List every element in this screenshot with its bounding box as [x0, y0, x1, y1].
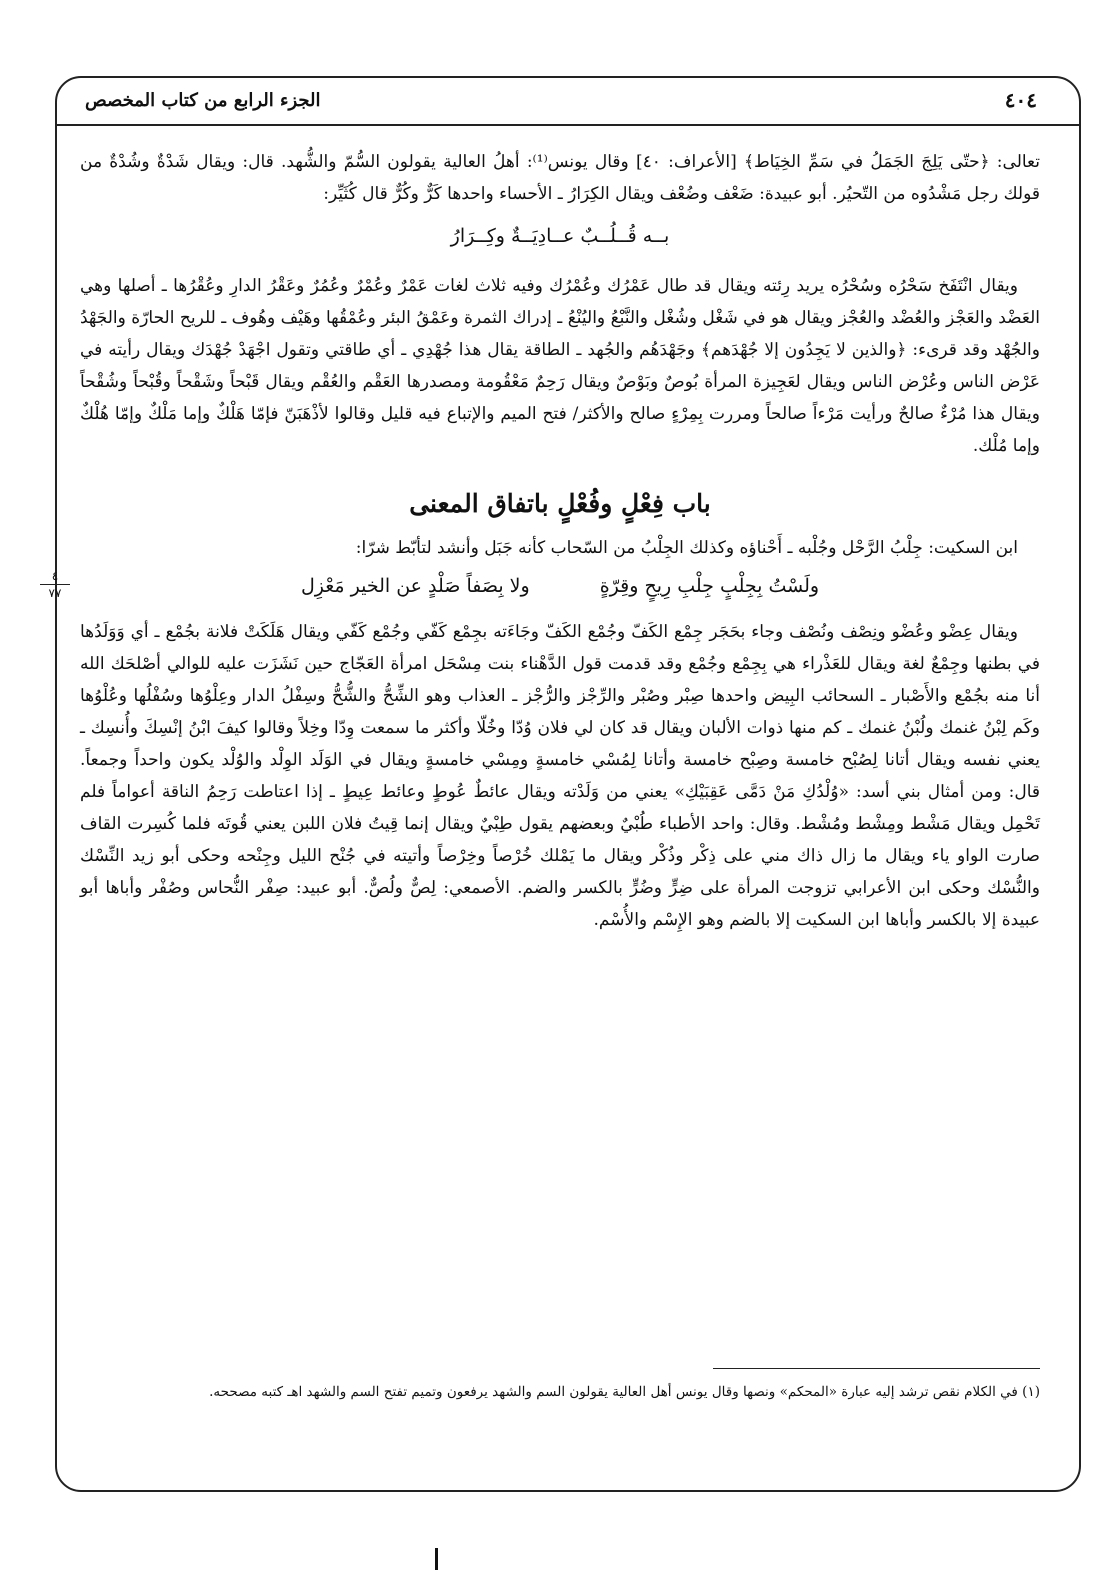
verse-2-first-hemistich: ولَسْتُ بِجِلْبٍ جِلْبِ رِيحٍ وقِرّةٍ: [599, 575, 820, 597]
bottom-scan-mark: [425, 1548, 438, 1570]
paragraph-3: ابن السكيت: جِلْبُ الرَّحْل وجُلْبه ـ أَحْناؤه وكذلك الجِلْبُ من السّحاب كأنه جَبَل وأنشد لتأبّط شرّا:: [355, 538, 1018, 558]
footnote-1: (١) في الكلام نقص ترشد إليه عبارة «المحكم» ونصها وقال يونس أهل العالية يقولون السم والشهد يرفعون وتميم تفتح السم والشهد اهـ كتبه مصححه.: [209, 1384, 1040, 1400]
main-text: [80, 146, 1040, 936]
margin-folio-divider: [40, 584, 70, 585]
footnote-rule: [713, 1368, 1040, 1369]
verse-2: [80, 570, 1040, 602]
verse-2-second-hemistich: ولا بِصَفاً صَلْدٍ عن الخير مَعْزِل: [300, 575, 530, 597]
paragraph-1: تعالى: ﴿حتّى يَلِجَ الجَمَلُ في سَمِّ الخِيَاط﴾ [الأعراف: ٤٠] وقال يونس⁽¹⁾: أهلُ العالية يقولون السُّمّ والشُّهد. قال: ويقال شَدْةٌ وشُدْةٌ من قولك رجل مَشْدُوه من التّحيُر. أبو عبيدة: ضَعْف وضُعْف ويقال الكِرَارُ ـ الأحساء واحدها كَرٌّ وكُرٌّ قال كُثَيِّر:: [80, 152, 1040, 204]
header-rule: [55, 124, 1079, 126]
page-number: ٤٠٤: [1004, 88, 1037, 112]
margin-folio-bottom: ٧٧: [48, 586, 62, 600]
paragraph-2: ويقال انْتَفَخ سَحْرُه وسُحْرُه يريد رِئته ويقال قد طال عَمْرُك وعُمْرُك وفيه ثلاث لغات عَمْرٌ وعُمْرٌ وعُمُرٌ وعَقْرُ الدارِ وعُقْرُها ـ أصلها وهي العَضْد والعَجْز والعُضْد والعُجْز ويقال هو في شَغْل وشُغْل والنَّبْعُ واليُنْعُ ـ إدراك الثمرة وعَمْقُ البئر وعُمْقُها وهَيْف وهُوف ـ للريح الحارّة والجَهْدُ والجُهْد وقد قرىء: ﴿والذين لا يَجِدُون إلا جُهْدَهم﴾ وجَهْدَهُم والجُهد ـ الطاقة يقال هذا جُهْدِي ـ أي طاقتي وتقول اجْهَدْ جُهْدَك ويقال رأيته في عَرْض الناس وعُرْض الناس ويقال لعَجِيزة المرأة بُوصٌ وبَوْصٌ ويقال رَحِمٌ مَعْقُومة ومصدرها العَقْم والعُقْم ويقال قَبْحاً وشَقْحاً وقُبْحاً وشُقْحاً ويقال هذا مُرْءٌ صالحٌ ورأيت مَرْءاً صالحاً ومررت بِمِرْءٍ صالح والأكثر/ فتح الميم والإتباع فيه قليل وقالوا لأذْهَبَنّ فإمّا هَلْكٌ وإما مَلْكٌ وإمّا هُلْكٌ وإما مُلْك.: [80, 276, 1041, 456]
verse-1: بــه قُــلُــبٌ عــادِيَــةٌ وكِــرَارُ: [450, 225, 670, 247]
margin-folio-top: ٤: [51, 569, 59, 583]
section-heading: باب فِعْلٍ وفُعْلٍ باتفاق المعنى: [409, 489, 711, 518]
paragraph-4: ويقال عِضْو وعُضْو ونِصْف ونُصْف وجاء بحَجَر جِمْع الكَفّ وجُمْع الكَفّ وجَاءَته بجِمْع كَفّي وجُمْع كَفّي ويقال هَلَكَتْ فلانة بجُمْع ـ أي وَوَلَدُها في بطنها وجِمْعٌ لغة ويقال للعَذْراء هي بِجِمْع وجُمْع وقد قدمت قول الدَّهْناء بنت مِسْحَل امرأة العَجّاج حين نَشَزَت عليه للوالي أصْلحَك الله أنا منه بجُمْع والأَصْبار ـ السحائب البِيض واحدها صِبْر وصُبْر والرِّجْز والرُّجْز ـ العذاب وهو الشِّحُّ والشُّحُّ وسِفْلُ الدار وعِلْوُها وسُفْلُها وعُلْوُها وكَم لِبْنُ غنمك ولُبْنُ غنمك ـ كم منها ذوات الألبان ويقال قد كان لي فلان وُدّا وخُلّا وأكثر ما سمعت وِدّا وخِلاً وقالوا كيفَ ابْنُ إنْسِكَ وأُنسِك ـ يعني نفسه ويقال أتانا لِصُبْح خامسة وصِبْح خامسة وأتانا لِمُسْي خامسةٍ ومِسْي خامسةٍ ويقال في الوَلَد الوِلْد والوُلْد يكون واحداً وجمعاً. قال: ومن أمثال بني أسد: «وُلْدُكِ مَنْ دَمَّى عَقِبَيْكِ» يعني من وَلَدْته ويقال عائطٌ عُوطٍ وعائط عِيطٍ ـ إذا اعتاطت رَحِمُ الناقة أعواماً فلم تَحْمِل ويقال مَشْط ومِشْط ومُشْط. وقال: واحد الأطباء طُبْيٌ وبعضهم يقول طِبْيٌ ويقال إنما قِيتُ فلان اللبن يعني قُوتَه فلما كُسِرت القاف صارت الواو ياء ويقال ما زال ذاك مني على ذِكْر وذُكْر ويقال ما يَمْلك خُرْصاً وخِرْصاً وأتيته في جُنْح الليل وجِنْحه وحكى أبو زيد النِّسْك والنُّسْك وحكى ابن الأعرابي تزوجت المرأة على ضِرٍّ وضُرٍّ بالكسر والضم. الأصمعي: لِصٌّ ولُصٌّ. أبو عبيد: صِفْر النُّحاس وصُفْر وأباها أبو عبيدة إلا بالكسر وأباها ابن السكيت إلا بالضم وهو الإِسْم والأُسْم.: [80, 622, 1040, 930]
margin-folio-mark: [40, 570, 70, 599]
running-title: الجزء الرابع من كتاب المخصص: [85, 90, 321, 111]
